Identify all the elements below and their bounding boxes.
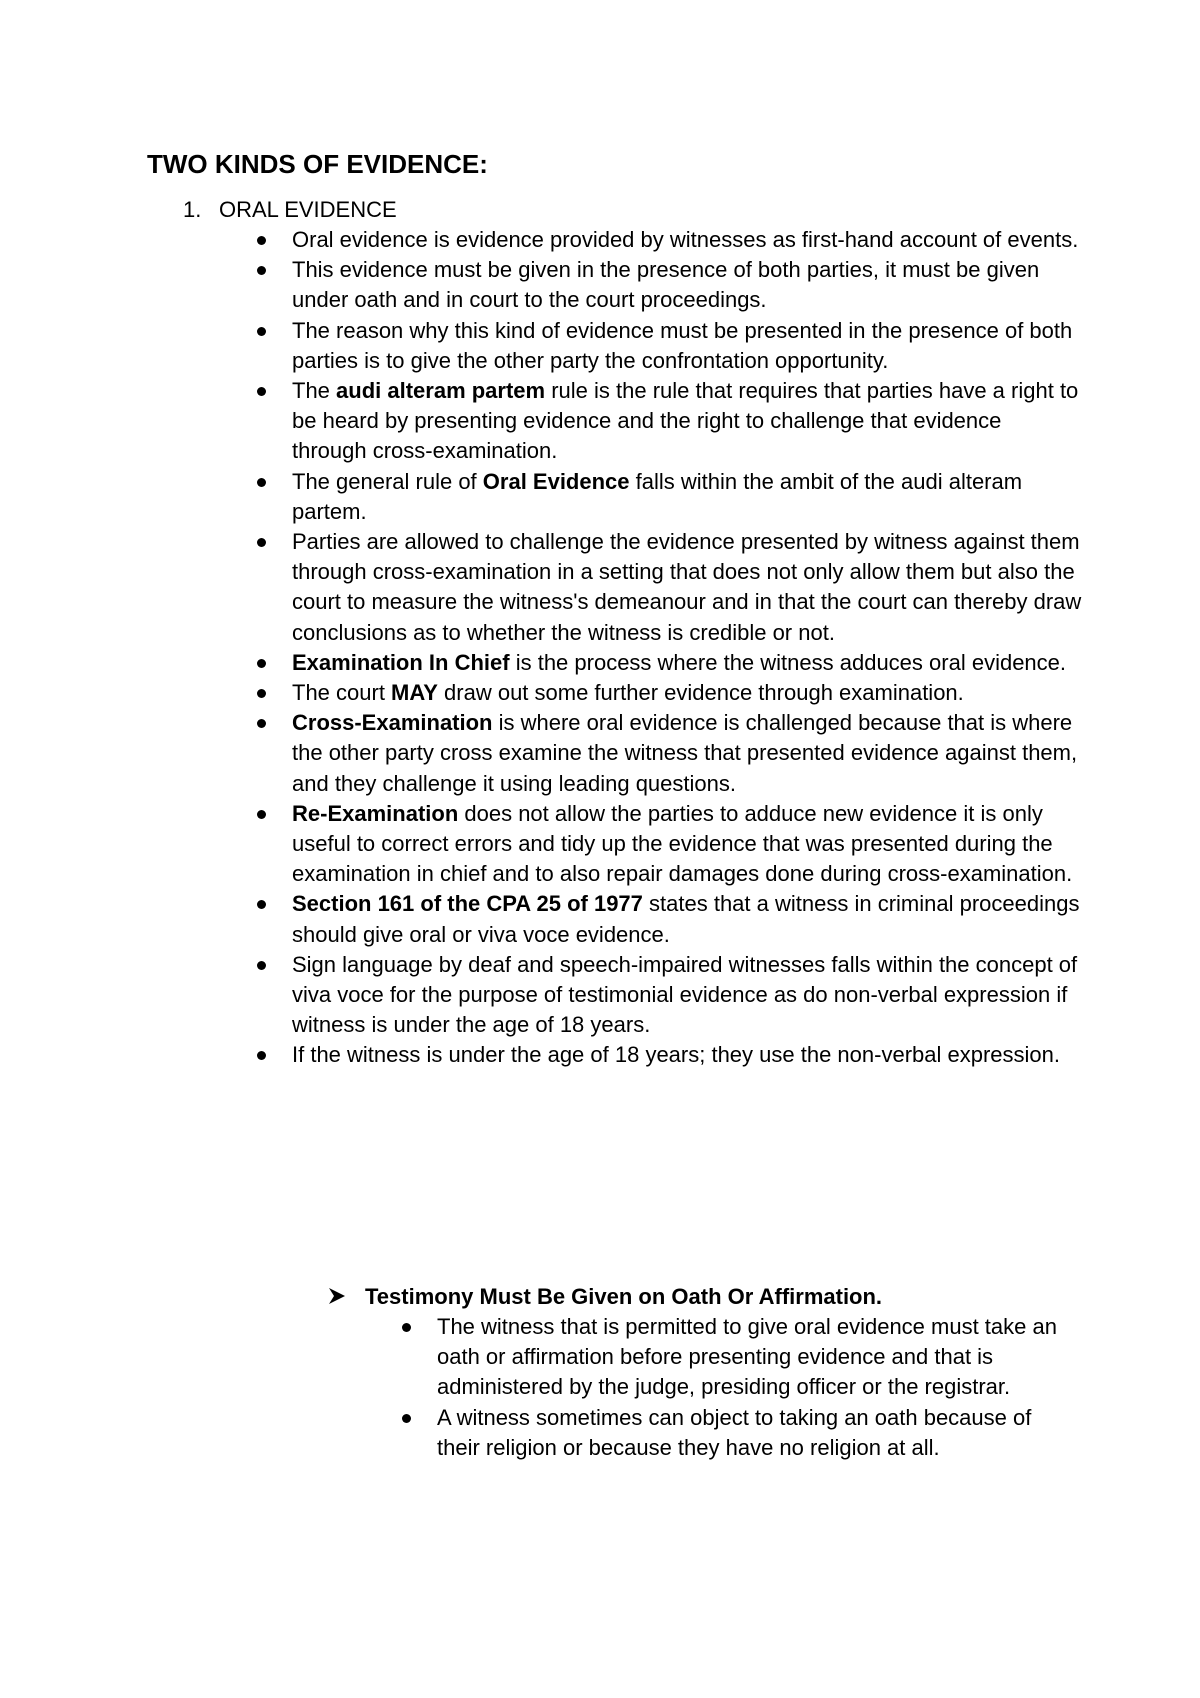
- list-item-text: is the process where the witness adduces oral evidence.: [509, 649, 1067, 675]
- list-item: [292, 467, 1082, 527]
- bullet-icon: [257, 387, 266, 396]
- list-item-text: The reason why this kind of evidence must be presented in the presence of both parties is to give the other party the confrontation opportunity.: [292, 317, 1073, 373]
- list-item-text: states that a witness in criminal proceedings should give oral or viva voce evidence.: [292, 891, 1080, 947]
- bullet-icon: [257, 961, 266, 970]
- bold-term: Section 161 of the CPA 25 of 1977: [292, 891, 643, 917]
- bold-term: Re-Examination: [292, 800, 459, 826]
- list-item: [292, 648, 1082, 678]
- bold-term: Cross-Examination: [292, 710, 493, 736]
- arrow-bullet-icon: [327, 1286, 347, 1306]
- list-item-text: This evidence must be given in the presence of both parties, it must be given under oath and in court to the court proceedings.: [292, 257, 1040, 313]
- list-item-text: rule is the rule that requires that parties have a right to be heard by presenting evidence and the right to challenge that evidence through cross-examination.: [292, 378, 1079, 464]
- bullet-icon: [402, 1414, 411, 1423]
- section-number: 1.: [183, 197, 202, 222]
- list-item-text: The witness that is permitted to give oral evidence must take an oath or affirmation before presenting evidence and that is administered by the judge, presiding officer or the registrar.: [437, 1314, 1057, 1400]
- list-item: [292, 708, 1082, 799]
- bullet-icon: [257, 659, 266, 668]
- list-item-text: The court: [292, 680, 392, 706]
- bullet-icon: [257, 478, 266, 487]
- bullet-icon: [402, 1323, 411, 1332]
- list-item-text: Sign language by deaf and speech-impaired witnesses falls within the concept of viva voce for the purpose of testimonial evidence as do non-verbal expression if witness is under the age of 18 years.: [292, 951, 1078, 1038]
- bold-term: Examination In Chief: [292, 649, 510, 675]
- bold-term: audi alteram partem: [336, 378, 546, 404]
- list-item: [292, 376, 1082, 467]
- list-item-text: draw out some further evidence through examination.: [437, 680, 964, 706]
- oath-list: [437, 1312, 1077, 1463]
- list-item-text: does not allow the parties to adduce new evidence it is only useful to correct errors and tidy up the evidence that was presented during the examination in chief and to also repair damages done during cross-examination.: [292, 800, 1073, 887]
- subsection-heading-text: Testimony Must Be Given on Oath Or Affirmation.: [365, 1284, 883, 1309]
- list-item: [437, 1312, 1077, 1403]
- list-item: [292, 678, 1082, 708]
- section-heading: [183, 195, 397, 225]
- list-item-text: The general rule of: [292, 468, 483, 494]
- bullet-icon: [257, 236, 266, 245]
- list-item: [292, 799, 1082, 890]
- list-item-text: falls within the ambit of the audi alteram partem.: [292, 468, 1023, 524]
- bullet-icon: [257, 689, 266, 698]
- list-item: [292, 225, 1082, 255]
- bullet-icon: [257, 810, 266, 819]
- list-item-text: If the witness is under the age of 18 years; they use the non-verbal expression.: [292, 1042, 1061, 1068]
- list-item-text: Parties are allowed to challenge the evidence presented by witness against them through cross-examination in a setting that does not only allow them but also the court to measure the witness's demeanour and in that the court can thereby draw conclusions as to whether the witness is credible or not.: [292, 529, 1082, 645]
- bullet-icon: [257, 900, 266, 909]
- bullet-icon: [257, 327, 266, 336]
- oral-evidence-list: [292, 225, 1082, 1071]
- list-item-text: The: [292, 378, 337, 404]
- bullet-icon: [257, 538, 266, 547]
- document-title: TWO KINDS OF EVIDENCE:: [147, 149, 488, 179]
- list-item-text: A witness sometimes can object to taking an oath because of their religion or because they have no religion at all.: [437, 1404, 1032, 1460]
- bullet-icon: [257, 1051, 266, 1060]
- list-item: [292, 889, 1082, 949]
- bold-term: Oral Evidence: [482, 468, 630, 494]
- list-item: [292, 527, 1082, 648]
- subsection-heading: [327, 1282, 882, 1312]
- bullet-icon: [257, 266, 266, 275]
- list-item: [292, 1040, 1082, 1070]
- bold-term: MAY: [391, 680, 438, 706]
- list-item: [437, 1403, 1077, 1463]
- list-item: [292, 255, 1082, 315]
- list-item-text: Oral evidence is evidence provided by witnesses as first-hand account of events.: [292, 227, 1079, 252]
- list-item-text: is where oral evidence is challenged because that is where the other party cross examine the witness that presented evidence against them, and they challenge it using leading questions.: [292, 710, 1078, 796]
- bullet-icon: [257, 719, 266, 728]
- section-heading-text: ORAL EVIDENCE: [219, 197, 397, 222]
- list-item: [292, 316, 1082, 376]
- list-item: [292, 950, 1082, 1041]
